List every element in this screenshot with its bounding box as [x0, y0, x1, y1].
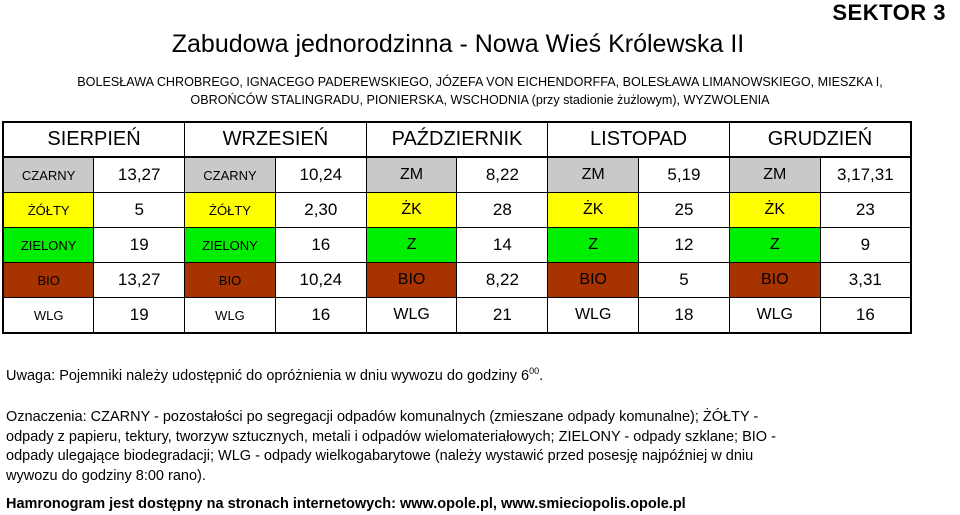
schedule-table — [2, 121, 912, 334]
sector-label: SEKTOR 3 — [832, 0, 946, 25]
waste-type-cell: Z — [366, 228, 457, 263]
pickup-days-cell: 13,27 — [94, 263, 185, 298]
month-header: LISTOPAD — [548, 122, 730, 157]
legend-line: Oznaczenia: CZARNY - pozostałości po segregacji odpadów komunalnych (zmieszane odpady komunalne); ŻÓŁTY - — [6, 409, 759, 425]
waste-type-cell: ZM — [548, 157, 639, 193]
pickup-days-cell: 16 — [275, 228, 366, 263]
pickup-days-cell: 8,22 — [457, 263, 548, 298]
waste-type-cell: WLG — [366, 298, 457, 334]
waste-type-cell: ŻÓŁTY — [3, 193, 94, 228]
waste-type-cell: WLG — [729, 298, 820, 334]
pickup-days-cell: 18 — [639, 298, 730, 334]
waste-type-cell: ŻK — [548, 193, 639, 228]
legend-line: wywozu do godziny 8:00 rano). — [6, 467, 206, 484]
pickup-days-cell: 3,31 — [820, 263, 911, 298]
street-list-line: OBROŃCÓW STALINGRADU, PIONIERSKA, WSCHODNIA (przy stadionie żużlowym), WYZWOLENIA — [190, 93, 770, 107]
pickup-days-cell: 16 — [820, 298, 911, 334]
waste-type-cell: ŻK — [729, 193, 820, 228]
legend-line: odpady z papieru, tektury, tworzyw sztucznych, metali i odpadów wielomateriałowych; ZIELONY - odpady szklane; BIO - — [6, 428, 776, 445]
waste-type-cell: BIO — [366, 263, 457, 298]
legend — [6, 408, 886, 486]
pickup-days-cell: 16 — [275, 298, 366, 334]
waste-type-cell: ŻÓŁTY — [185, 193, 276, 228]
month-header: GRUDZIEŃ — [729, 122, 911, 157]
schedule-row — [3, 228, 911, 263]
pickup-days-cell: 12 — [639, 228, 730, 263]
month-header: SIERPIEŃ — [3, 122, 185, 157]
waste-type-cell: CZARNY — [3, 157, 94, 193]
street-list — [0, 73, 960, 109]
street-list-line: BOLESŁAWA CHROBREGO, IGNACEGO PADEREWSKIEGO, JÓZEFA VON EICHENDORFFA, BOLESŁAWA LIMANOWSKIEGO, MIESZKA I, — [77, 75, 883, 89]
pickup-days-cell: 19 — [94, 298, 185, 334]
waste-type-cell: Z — [729, 228, 820, 263]
schedule-row — [3, 157, 911, 193]
waste-type-cell: WLG — [185, 298, 276, 334]
waste-type-cell: Z — [548, 228, 639, 263]
pickup-days-cell: 9 — [820, 228, 911, 263]
pickup-days-cell: 5 — [94, 193, 185, 228]
pickup-days-cell: 28 — [457, 193, 548, 228]
month-header-row — [3, 122, 911, 157]
waste-type-cell: ŻK — [366, 193, 457, 228]
schedule-row — [3, 263, 911, 298]
pickup-days-cell: 14 — [457, 228, 548, 263]
pickup-days-cell: 21 — [457, 298, 548, 334]
footer-websites: Hamronogram jest dostępny na stronach internetowych: www.opole.pl, www.smieciopolis.opole.pl — [6, 496, 686, 512]
pickup-days-cell: 23 — [820, 193, 911, 228]
waste-type-cell: ZIELONY — [185, 228, 276, 263]
waste-type-cell: ZM — [729, 157, 820, 193]
pickup-note-text: Uwaga: Pojemniki należy udostępnić do opróżnienia w dniu wywozu do godziny 6 — [6, 367, 530, 384]
pickup-days-cell: 25 — [639, 193, 730, 228]
pickup-days-cell: 8,22 — [457, 157, 548, 193]
pickup-note-end: . — [539, 367, 544, 384]
pickup-days-cell: 5 — [639, 263, 730, 298]
month-header: PAŹDZIERNIK — [366, 122, 548, 157]
schedule-row — [3, 193, 911, 228]
schedule-row — [3, 298, 911, 334]
waste-type-cell: BIO — [729, 263, 820, 298]
waste-type-cell: ZIELONY — [3, 228, 94, 263]
pickup-days-cell: 3,17,31 — [820, 157, 911, 193]
waste-type-cell: BIO — [548, 263, 639, 298]
page-title: Zabudowa jednorodzinna - Nowa Wieś Królewska II — [171, 30, 745, 58]
pickup-days-cell: 13,27 — [94, 157, 185, 193]
pickup-note-minutes: 00 — [529, 366, 540, 376]
waste-type-cell: BIO — [3, 263, 94, 298]
waste-type-cell: ZM — [366, 157, 457, 193]
waste-type-cell: WLG — [3, 298, 94, 334]
pickup-days-cell: 10,24 — [275, 157, 366, 193]
waste-type-cell: CZARNY — [185, 157, 276, 193]
pickup-days-cell: 10,24 — [275, 263, 366, 298]
pickup-days-cell: 5,19 — [639, 157, 730, 193]
month-header: WRZESIEŃ — [185, 122, 367, 157]
waste-type-cell: BIO — [185, 263, 276, 298]
legend-line: odpady ulegające biodegradacji; WLG - odpady wielkogabarytowe (należy wystawić przed posesję najpóźniej w dniu — [6, 448, 754, 464]
pickup-days-cell: 2,30 — [275, 193, 366, 228]
waste-type-cell: WLG — [548, 298, 639, 334]
pickup-note — [6, 366, 543, 384]
pickup-days-cell: 19 — [94, 228, 185, 263]
